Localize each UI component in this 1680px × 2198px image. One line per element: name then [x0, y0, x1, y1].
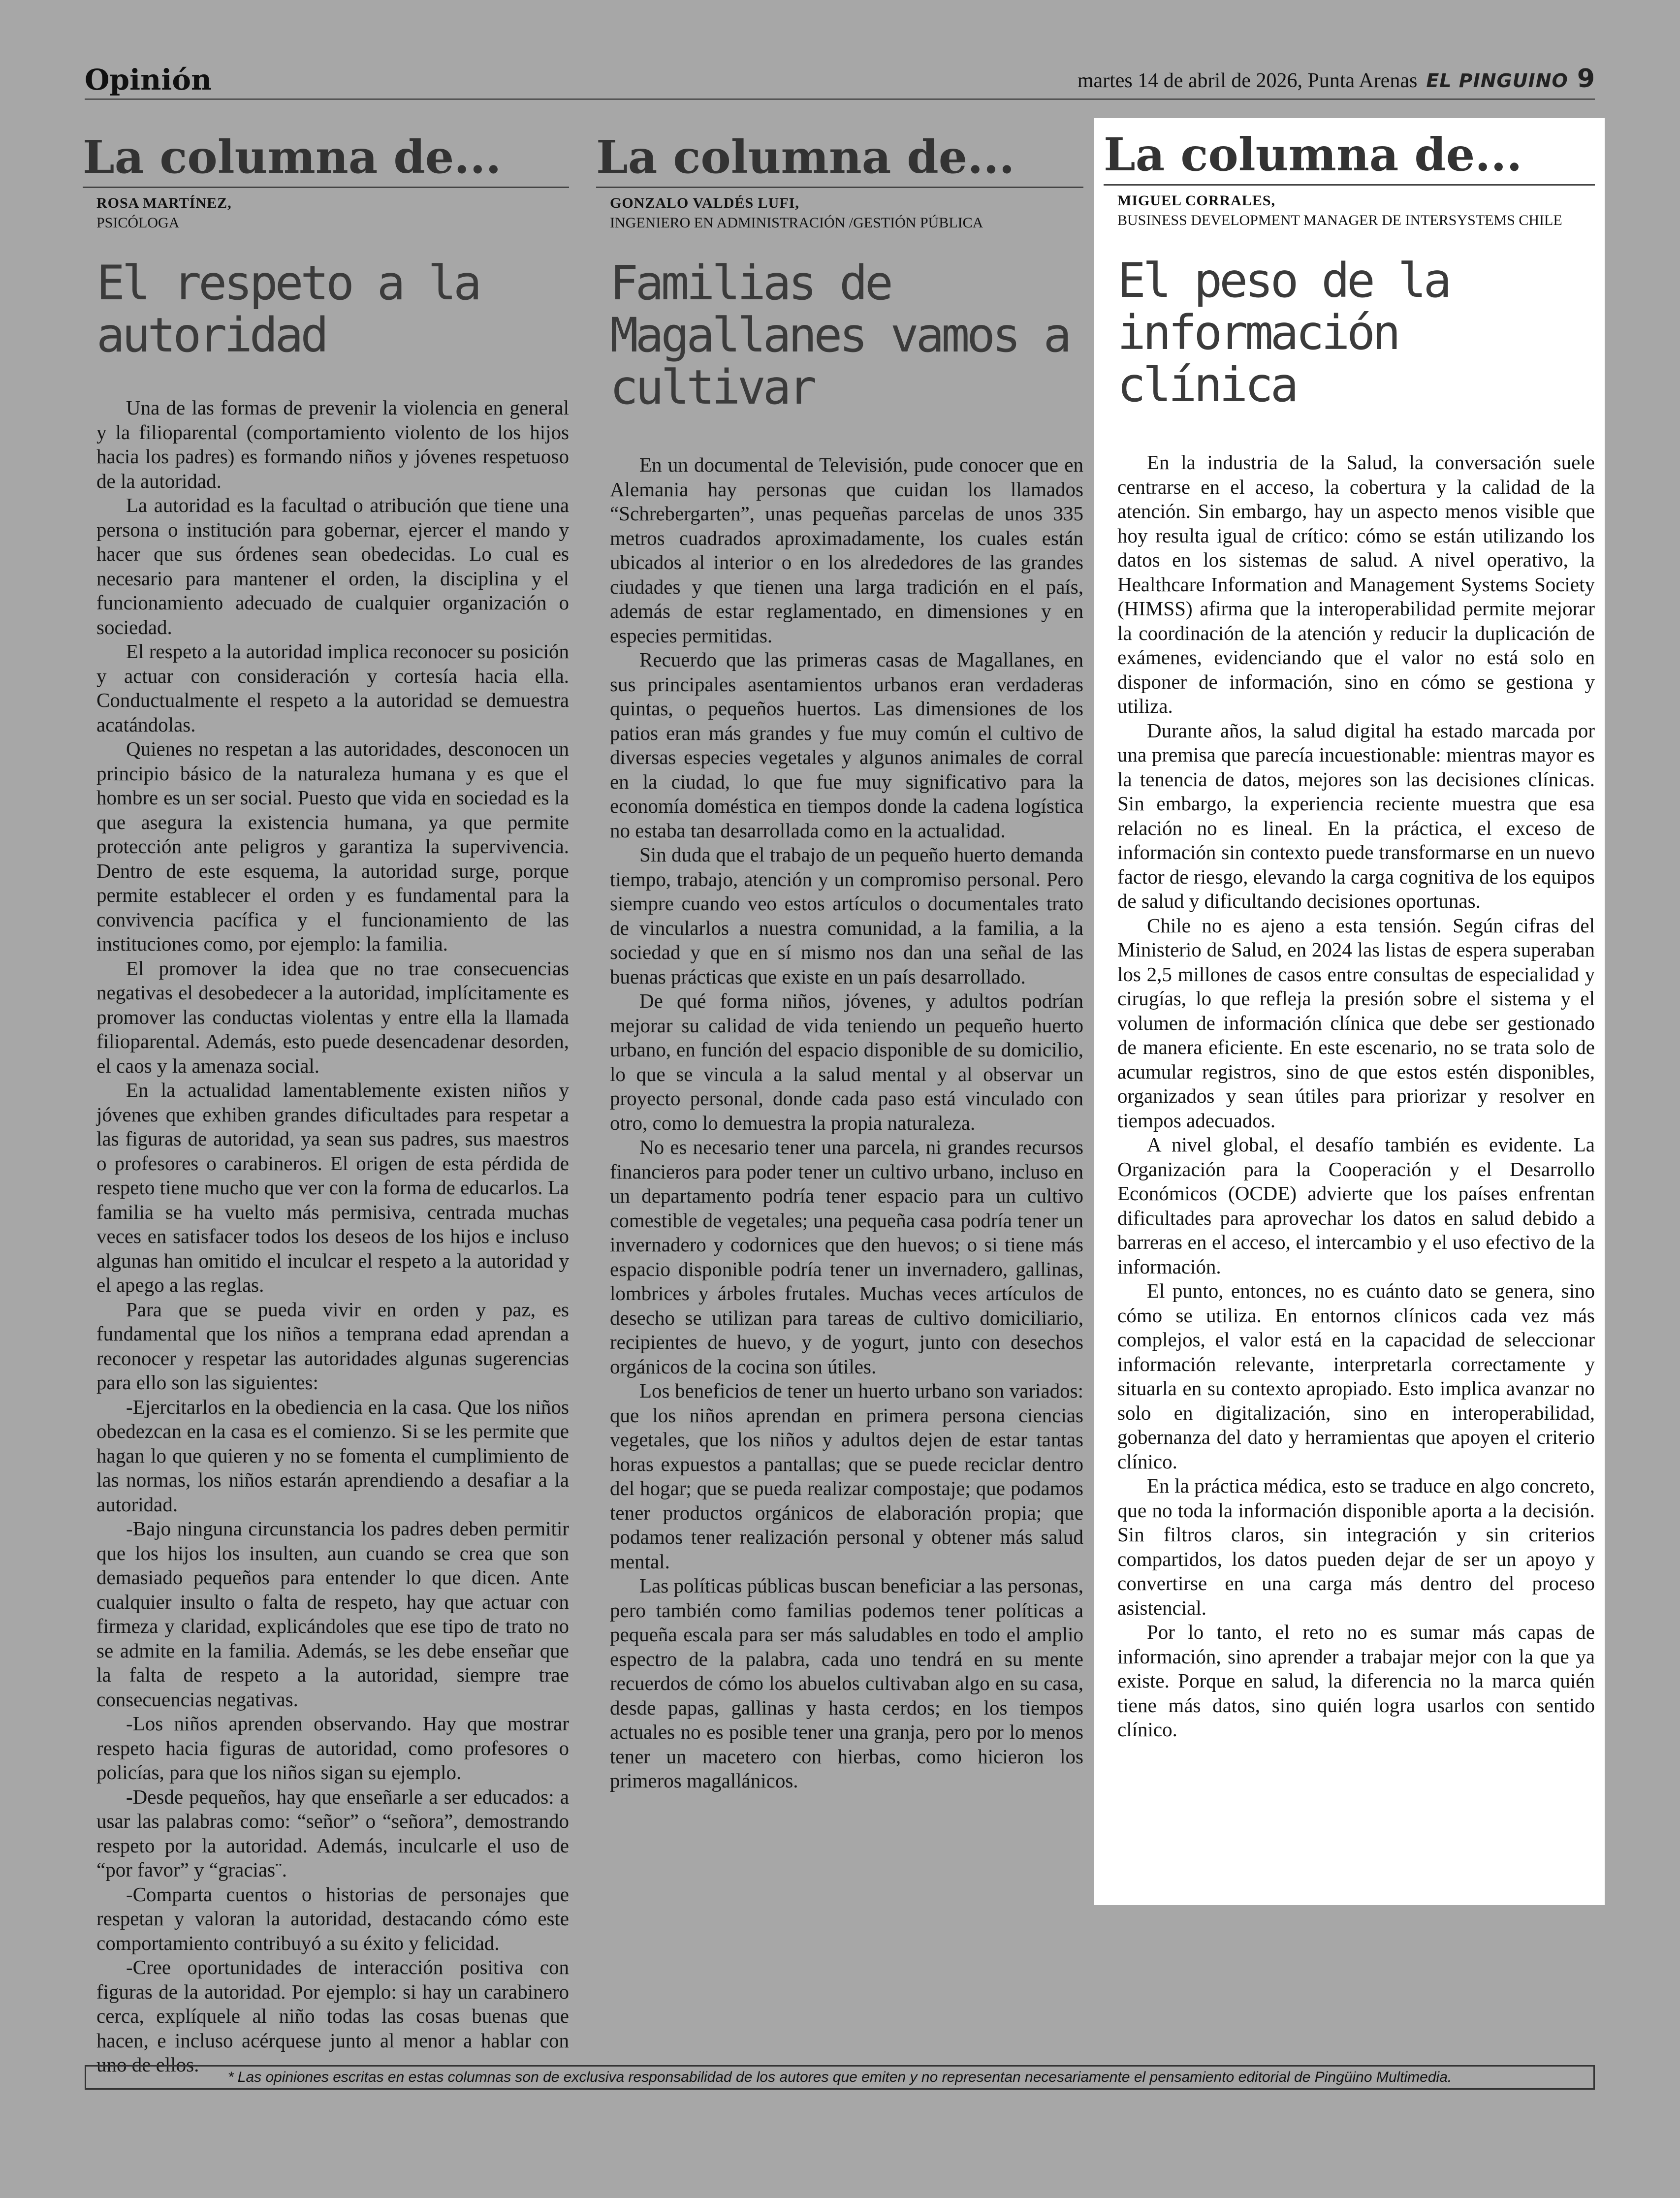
paragraph: -Cree oportunidades de interacción positiva con figuras de la autoridad. Por ejemplo: si hay un carabinero cerca, explíquele al niño todas las cosas buenas que hacen, e incluso acérquese junto al menor a hablar con uno de ellos.	[96, 1956, 569, 2076]
article-headline: El respeto a la autoridad	[96, 255, 479, 363]
paragraph: A nivel global, el desafío también es evidente. La Organización para la Cooperación y el Desarrollo Económicos (OCDE) advierte que los países enfrentan dificultades para aprovechar los datos en salud debido a barreras en el acceso, el intercambio y el uso efectivo de la información.	[1117, 1133, 1595, 1278]
paragraph: Los beneficios de tener un huerto urbano son variados: que los niños aprendan en primera persona ciencias vegetales, que los niños y adultos dejen de estar tantas horas expuestos a pantallas; que se puede reciclar dentro del hogar; que se pueda realizar compostaje; que podamos tener productos orgánicos de elaboración propia; que podamos tener realización personal y obtener más salud mental.	[610, 1379, 1083, 1573]
article-body	[96, 396, 569, 2077]
column-rosa-martinez	[83, 121, 569, 2076]
article-headline: Familias de Magallanes vamos a cultivar	[610, 255, 1069, 415]
paragraph: En un documental de Televisión, pude conocer que en Alemania hay personas que cuidan los llamados “Schrebergarten”, unas pequeñas parcelas de unos 335 metros cuadrados aproximadamente, los cuales están ubicados al interior o en los alrededores de las grandes ciudades y que tienen una larga tradición en el país, además de estar reglamentado, en dimensiones y en especies permitidas.	[610, 453, 1083, 647]
column-kicker: La columna de...	[83, 121, 569, 188]
author-name: ROSA MARTÍNEZ,	[96, 195, 232, 211]
paragraph: Para que se pueda vivir en orden y paz, es fundamental que los niños a temprana edad aprendan a reconocer y respetar las autoridades algunas sugerencias para ello son las siguientes:	[96, 1298, 569, 1394]
column-miguel-corrales	[1094, 118, 1605, 1905]
column-kicker: La columna de...	[596, 121, 1083, 188]
author-role: BUSINESS DEVELOPMENT MANAGER DE INTERSYSTEMS CHILE	[1117, 212, 1562, 228]
paragraph: -Bajo ninguna circunstancia los padres deben permitir que los hijos los insulten, aun cuando se crea que son demasiado pequeños para entender lo que dicen. Ante cualquier insulto o falta de respeto, hay que actuar con firmeza y claridad, explicándoles que ese tipo de trato no se admite en la familia. Además, se les debe enseñar que la falta de respeto a la autoridad, siempre trae consecuencias negativas.	[96, 1517, 569, 1711]
paragraph: -Los niños aprenden observando. Hay que mostrar respeto hacia figuras de autoridad, como profesores o policías, para que los niños sigan su ejemplo.	[96, 1712, 569, 1784]
paragraph: De qué forma niños, jóvenes, y adultos podrían mejorar su calidad de vida teniendo un pequeño huerto urbano, en función del espacio disponible de su domicilio, lo que se vincula a la salud mental y al observar un proyecto personal, donde cada paso está vinculado con otro, como lo demuestra la propia naturaleza.	[610, 989, 1083, 1134]
paragraph: El punto, entonces, no es cuánto dato se genera, sino cómo se utiliza. En entornos clínicos cada vez más complejos, el valor está en la capacidad de seleccionar información relevante, interpretarla correctamente y situarla en su contexto apropiado. Esto implica avanzar no solo en digitalización, sino en interoperabilidad, gobernanza del dato y herramientas que apoyen el criterio clínico.	[1117, 1279, 1595, 1473]
author-name: MIGUEL CORRALES,	[1117, 192, 1276, 209]
paragraph: En la industria de la Salud, la conversación suele centrarse en el acceso, la cobertura y la calidad de la atención. Sin embargo, hay un aspecto menos visible que hoy resulta igual de crítico: cómo se están utilizando los datos en los sistemas de salud. A nivel operativo, la Healthcare Information and Management Systems Society (HIMSS) afirma que la interoperabilidad permite mejorar la coordinación de la atención y reducir la duplicación de exámenes, evidenciando que el valor no está solo en disponer de información, sino en cómo se gestiona y utiliza.	[1117, 451, 1595, 717]
paragraph: Las políticas públicas buscan beneficiar a las personas, pero también como familias podemos tener políticas a pequeña escala para ser más saludables en todo el amplio espectro de la palabra, cada uno tendrá en su mente recuerdos de cómo los abuelos cultivaban algo en su casa, desde papas, gallinas y hasta cerdos; en los tiempos actuales no es posible tener una granja, pero por lo menos tener un macetero con hierbas, como hicieron los primeros magallánicos.	[610, 1574, 1083, 1792]
paragraph: El respeto a la autoridad implica reconocer su posición y actuar con consideración y cortesía hacia ella. Conductualmente el respeto a la autoridad se demuestra acatándolas.	[96, 640, 569, 736]
paragraph: Sin duda que el trabajo de un pequeño huerto demanda tiempo, trabajo, atención y un compromiso personal. Pero siempre cuando veo estos artículos o documentales trato de vincularlos a nuestra comunidad, a la familia, a la sociedad y que en sí mismo nos dan una señal de las buenas prácticas que existe en un país desarrollado.	[610, 843, 1083, 988]
article-headline: El peso de la información clínica	[1117, 253, 1449, 413]
paragraph: Quienes no respetan a las autoridades, desconocen un principio básico de la naturaleza humana y es que el hombre es un ser social. Puesto que vida en sociedad es la que asegura la existencia humana, ya que permite protección ante peligros y garantiza la supervivencia. Dentro de este esquema, la autoridad surge, porque permite establecer el orden y es fundamental para la convivencia pacífica y el funcionamiento de las instituciones como, por ejemplo: la familia.	[96, 737, 569, 955]
paragraph: -Comparta cuentos o historias de personajes que respetan y valoran la autoridad, destacando cómo este comportamiento contribuyó a su éxito y felicidad.	[96, 1882, 569, 1954]
header-meta	[1078, 64, 1595, 94]
paragraph: En la práctica médica, esto se traduce en algo concreto, que no toda la información disponible aporta a la decisión. Sin filtros claros, sin integración y sin criterios compartidos, los datos pueden dejar de ser un apoyo y convertirse en una carga más dentro del proceso asistencial.	[1117, 1474, 1595, 1619]
paragraph: Chile no es ajeno a esta tensión. Según cifras del Ministerio de Salud, en 2024 las listas de espera superaban los 2,5 millones de casos entre consultas de especialidad y cirugías, lo que refleja la presión sobre el sistema y el volumen de información clínica que debe ser gestionado de manera eficiente. En este escenario, no se trata solo de acumular registros, sino de que estos estén disponibles, organizados y sean útiles para priorizar y resolver en tiempos adecuados.	[1117, 914, 1595, 1132]
paragraph: Por lo tanto, el reto no es sumar más capas de información, sino aprender a trabajar mejor con la que ya existe. Porque en salud, la diferencia no la marca quién tiene más datos, sino quién logra usarlos con sentido clínico.	[1117, 1621, 1595, 1741]
disclaimer-box	[85, 2065, 1595, 2090]
page-header	[85, 59, 1595, 100]
paragraph: La autoridad es la facultad o atribución que tiene una persona o institución para gobernar, ejercer el mando y hacer que sus órdenes sean obedecidas. Lo cual es necesario para mantener el orden, la disciplina y el funcionamiento adecuado de cualquier organización o sociedad.	[96, 494, 569, 638]
paragraph: Recuerdo que las primeras casas de Magallanes, en sus principales asentamientos urbanos eran verdaderas quintas, o pequeños huertos. Las dimensiones de los patios eran más grandes y fue muy común el cultivo de diversas especies vegetales y algunos animales de corral en la ciudad, lo que fue muy significativo para la economía doméstica en tiempos donde la cadena logística no estaba tan desarrollada como en la actualidad.	[610, 648, 1083, 842]
paragraph: Una de las formas de prevenir la violencia en general y la filioparental (comportamiento violento de los hijos hacia los padres) es formando niños y jóvenes respetuoso de la autoridad.	[96, 396, 569, 492]
newspaper-logo: EL PINGUINO	[1426, 70, 1568, 92]
disclaimer-text: * Las opiniones escritas en estas columnas son de exclusiva responsabilidad de los autores que emiten y no representan necesariamente el pensamiento editorial de Pingüino Multimedia.	[227, 2069, 1452, 2085]
author-role: INGENIERO EN ADMINISTRACIÓN /GESTIÓN PÚBLICA	[610, 215, 983, 231]
column-kicker: La columna de...	[1104, 118, 1595, 186]
date-line: martes 14 de abril de 2026, Punta Arenas	[1077, 69, 1418, 92]
paragraph: En la actualidad lamentablemente existen niños y jóvenes que exhiben grandes dificultades para respetar a las figuras de autoridad, ya sean sus padres, sus maestros o profesores o carabineros. El origen de esta pérdida de respeto tiene mucho que ver con la forma de educarlos. La familia se ha vuelto más permisiva, centrada muchas veces en satisfacer todos los deseos de los hijos e incluso algunas han omitido el inculcar el respeto a la autoridad y el apego a las reglas.	[96, 1079, 569, 1296]
article-body	[1117, 450, 1595, 1742]
paragraph: Durante años, la salud digital ha estado marcada por una premisa que parecía incuestionable: mientras mayor es la tenencia de datos, mejores son las decisiones clínicas. Sin embargo, la experiencia reciente muestra que esa relación no es lineal. En la práctica, el exceso de información sin contexto puede transformarse en un nuevo factor de riesgo, elevando la carga cognitiva de los equipos de salud y dificultando decisiones oportunas.	[1117, 719, 1595, 912]
author-role: PSICÓLOGA	[96, 215, 180, 231]
paragraph: -Ejercitarlos en la obediencia en la casa. Que los niños obedezcan en la casa es el comienzo. Si se les permite que hagan lo que quieren y no se fomenta el cumplimiento de las normas, los niños estarán aprendiendo a desafiar a la autoridad.	[96, 1395, 569, 1516]
column-gonzalo-valdes	[596, 121, 1083, 2040]
paragraph: No es necesario tener una parcela, ni grandes recursos financieros para poder tener un cultivo urbano, incluso en un departamento podría tener espacio para un cultivo comestible de vegetales; una pequeña casa podría tener un invernadero y codornices que den huevos; o si tiene más espacio disponible podría tener un invernadero, gallinas, lombrices y árboles frutales. Muchas veces artículos de desecho se utilizan para tareas de cultivo domiciliario, recipientes de huevo, y de yogurt, junto con desechos orgánicos de la cocina son útiles.	[610, 1136, 1083, 1378]
page-number: 9	[1577, 64, 1595, 94]
section-label: Opinión	[85, 63, 212, 96]
article-body	[610, 453, 1083, 1793]
paragraph: -Desde pequeños, hay que enseñarle a ser educados: a usar las palabras como: “señor” o “señora”, demostrando respeto por la autoridad. Además, inculcarle el uso de “por favor” y “gracias¨.	[96, 1785, 569, 1881]
author-name: GONZALO VALDÉS LUFI,	[610, 195, 799, 211]
paragraph: El promover la idea que no trae consecuencias negativas el desobedecer a la autoridad, implícitamente es promover las conductas violentas y entre ella la llamada filioparental. Además, esto puede desencadenar desorden, el caos y la amenaza social.	[96, 956, 569, 1077]
